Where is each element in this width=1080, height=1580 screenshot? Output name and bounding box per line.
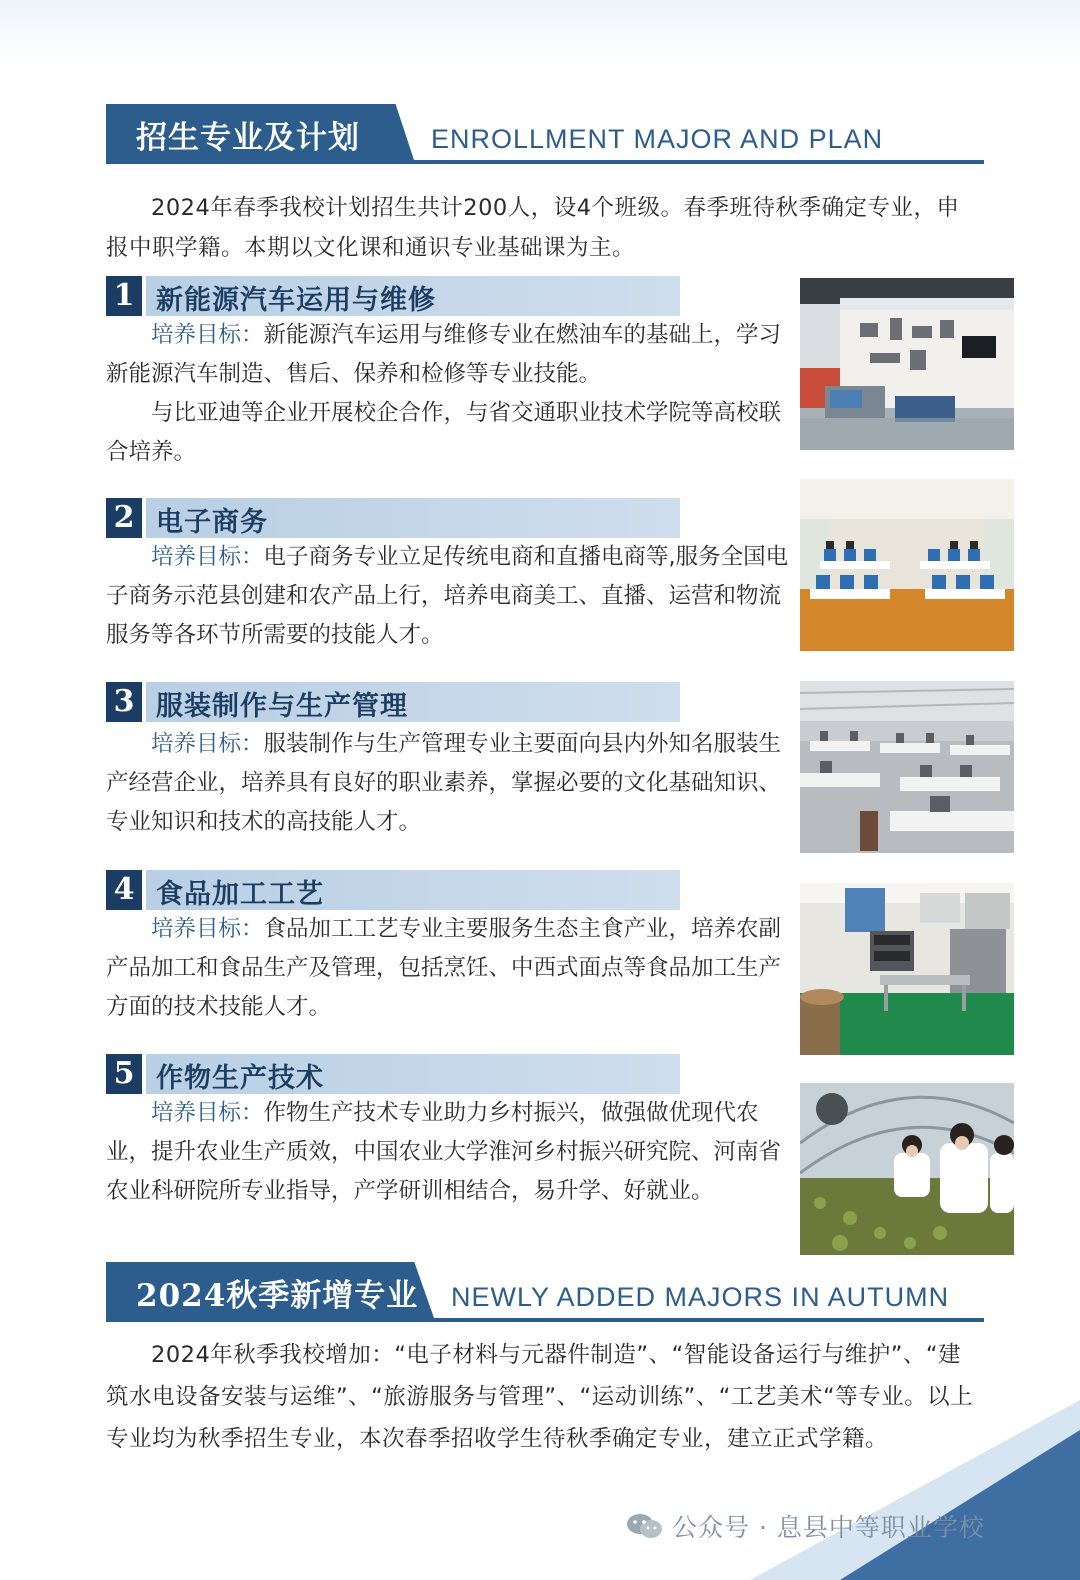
major-heading-4 — [106, 870, 680, 910]
major-title: 电子商务 — [156, 507, 268, 538]
major-number: 1 — [106, 276, 142, 316]
major-heading-5 — [106, 1054, 680, 1094]
computer-lab-photo — [800, 479, 1014, 651]
auto-training-workshop-photo — [800, 278, 1014, 450]
major-number: 3 — [106, 682, 142, 722]
section-title-cn: 招生专业及计划 — [136, 120, 360, 156]
major-title: 服装制作与生产管理 — [156, 691, 408, 722]
goal-extra: 与比亚迪等企业开展校企合作，与省交通职业技术学院等高校联合培养。 — [106, 400, 782, 465]
wechat-icon — [626, 1511, 664, 1547]
top-decoration — [0, 0, 1080, 60]
autumn-majors-text: 2024年秋季我校增加：“电子材料与元器件制造”、“智能设备运行与维护”、“建筑水电设备安装与运维”、“旅游服务与管理”、“运动训练”、“工艺美术“等专业。以上专业均为秋季招生专业，本次春季招收学生待秋季确定专业，建立正式学籍。 — [106, 1342, 974, 1452]
goal-text: 电子商务专业立足传统电商和直播电商等,服务全国电子商务示范县创建和农产品上行，培养电商美工、直播、运营和物流服务等各环节所需要的技能人才。 — [106, 544, 789, 648]
goal-label: 培养目标： — [151, 1100, 264, 1126]
greenhouse-photo — [800, 1083, 1014, 1255]
section-title-en: NEWLY ADDED MAJORS IN AUTUMN — [451, 1282, 950, 1312]
enrollment-intro: 2024年春季我校计划招生共计200人，设4个班级。春季班待秋季确定专业，申报中职学籍。本期以文化课和通识专业基础课为主。 — [106, 195, 960, 261]
major-number: 2 — [106, 498, 142, 538]
section-underline — [106, 1318, 984, 1322]
section-header-autumn — [106, 1262, 984, 1322]
major-goal-4 — [106, 910, 790, 1027]
section-title-cn: 2024秋季新增专业 — [136, 1278, 419, 1314]
food-processing-room-photo — [800, 883, 1014, 1055]
major-heading-3 — [106, 682, 680, 722]
sewing-workshop-photo — [800, 681, 1014, 853]
major-title: 食品加工工艺 — [156, 879, 324, 910]
major-number: 4 — [106, 870, 142, 910]
major-title: 新能源汽车运用与维修 — [156, 285, 436, 316]
goal-label: 培养目标： — [151, 322, 264, 348]
major-number: 5 — [106, 1054, 142, 1094]
major-goal-2 — [106, 538, 790, 655]
major-goal-3 — [106, 725, 790, 842]
major-goal-1 — [106, 316, 790, 472]
goal-label: 培养目标： — [151, 916, 264, 942]
section-header-enrollment — [106, 104, 984, 164]
major-heading-2 — [106, 498, 680, 538]
major-heading-1 — [106, 276, 680, 316]
wechat-watermark — [626, 1508, 985, 1542]
goal-text: 食品加工工艺专业主要服务生态主食产业，培养农副产品加工和食品生产及管理，包括烹饪、中西式面点等食品加工生产方面的技术技能人才。 — [106, 916, 782, 1020]
goal-text: 作物生产技术专业助力乡村振兴，做强做优现代农业，提升农业生产质效，中国农业大学淮河乡村振兴研究院、河南省农业科研院所专业指导，产学研训相结合，易升学、好就业。 — [106, 1100, 782, 1204]
major-title: 作物生产技术 — [156, 1063, 324, 1094]
section-title-en: ENROLLMENT MAJOR AND PLAN — [431, 124, 884, 154]
major-goal-5 — [106, 1094, 790, 1211]
goal-text: 服装制作与生产管理专业主要面向县内外知名服装生产经营企业，培养具有良好的职业素养，掌握必要的文化基础知识、专业知识和技术的高技能人才。 — [106, 731, 782, 835]
section-underline — [106, 160, 984, 164]
goal-label: 培养目标： — [151, 731, 264, 757]
goal-text: 新能源汽车运用与维修专业在燃油车的基础上，学习新能源汽车制造、售后、保养和检修等专业技能。 — [106, 322, 782, 387]
watermark-text: 公众号 · 息县中等职业学校 — [672, 1513, 985, 1542]
goal-label: 培养目标： — [151, 544, 264, 570]
